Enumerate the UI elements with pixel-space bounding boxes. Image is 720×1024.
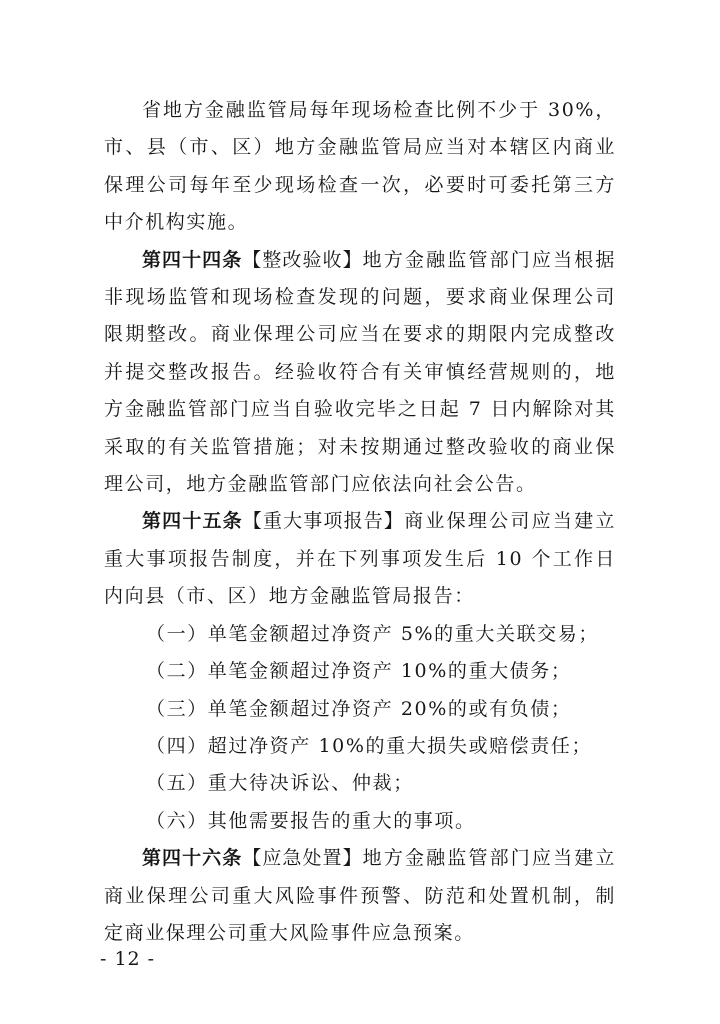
article-title: 【整改验收】 xyxy=(242,248,363,271)
page-number: - 12 - xyxy=(100,948,156,970)
body-text xyxy=(104,92,616,952)
list-item: （一）单笔金额超过净资产 5%的重大关联交易； xyxy=(146,622,599,645)
paragraph-text: 省地方金融监管局每年现场检查比例不少于 30%，市、县（市、区）地方金融监管局应当对本辖区内商业保理公司每年至少现场检查一次，必要时可委托第三方中介机构实施。 xyxy=(104,99,616,234)
list-item: （三）单笔金额超过净资产 20%的或有负债； xyxy=(146,697,572,720)
paragraph-inspection-ratio xyxy=(104,92,616,242)
article-number: 第四十五条 xyxy=(142,510,243,533)
article-title: 【应急处置】 xyxy=(242,847,363,870)
article-text: 地方金融监管部门应当建立商业保理公司重大风险事件预警、防范和处置机制，制定商业保理公司重大风险事件应急预案。 xyxy=(104,847,616,944)
list-item: （六）其他需要报告的重大的事项。 xyxy=(146,809,476,832)
article-46 xyxy=(104,840,616,952)
article-44 xyxy=(104,242,616,504)
article-number: 第四十四条 xyxy=(142,248,243,271)
article-text: 地方金融监管部门应当根据非现场监管和现场检查发现的问题，要求商业保理公司限期整改。商业保理公司应当在要求的期限内完成整改并提交整改报告。经验收符合有关审慎经营规则的，地方金融监管部门应当自验收完毕之日起 7 日内解除对其采取的有关监管措施；对未按期通过整改验收的商业保理公司，地方金融监管部门应依法向社会公告。 xyxy=(104,248,616,496)
article-45 xyxy=(104,503,616,615)
list-item: （五）重大待决诉讼、仲裁； xyxy=(146,772,414,795)
list-item: （四）超过净资产 10%的重大损失或赔偿责任； xyxy=(146,734,593,757)
article-number: 第四十六条 xyxy=(142,847,243,870)
article-title: 【重大事项报告】 xyxy=(242,510,405,533)
list-item: （二）单笔金额超过净资产 10%的重大债务； xyxy=(146,660,572,683)
article-text: 商业保理公司应当建立重大事项报告制度，并在下列事项发生后 10 个工作日内向县（市、区）地方金融监管局报告： xyxy=(104,510,616,608)
